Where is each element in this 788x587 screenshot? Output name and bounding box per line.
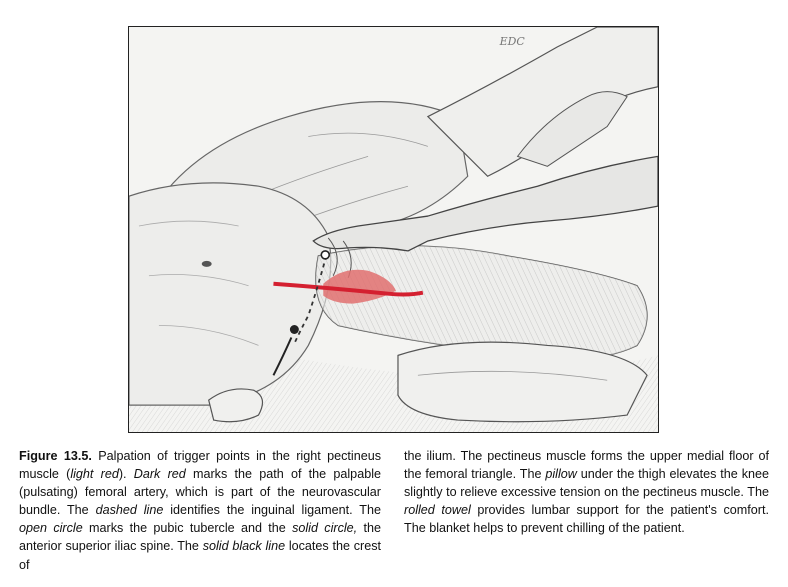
figure-label: Figure 13.5. — [19, 449, 92, 463]
artist-signature: EDC — [499, 34, 525, 48]
pectineus-palpation-drawing — [129, 27, 658, 432]
caption-right-column: the ilium. The pectineus muscle forms the upper medial floor of the femoral triangle. The pillow under the thigh elevates the knee slightly to relieve excessive tension on the pectineus muscle. The rolled towel provides lumbar support for the patient's comfort. The blanket helps to prevent chilling of the patient. — [404, 449, 769, 536]
figure-illustration — [128, 26, 659, 433]
pubic-tubercle-marker — [321, 251, 329, 259]
caption-left-column: Figure 13.5. Palpation of trigger points in the right pectineus muscle (light red). Dark red marks the path of the palpable (pulsating) femoral artery, which is part of the neurovascular bundle. The dashed line identifies the inguinal ligament. The open circle marks the pubic tubercle and the solid circle, the anterior superior iliac spine. The solid black line locates the crest of — [19, 449, 382, 572]
navel — [202, 261, 212, 267]
asis-marker — [290, 325, 299, 334]
pillow — [398, 342, 647, 422]
